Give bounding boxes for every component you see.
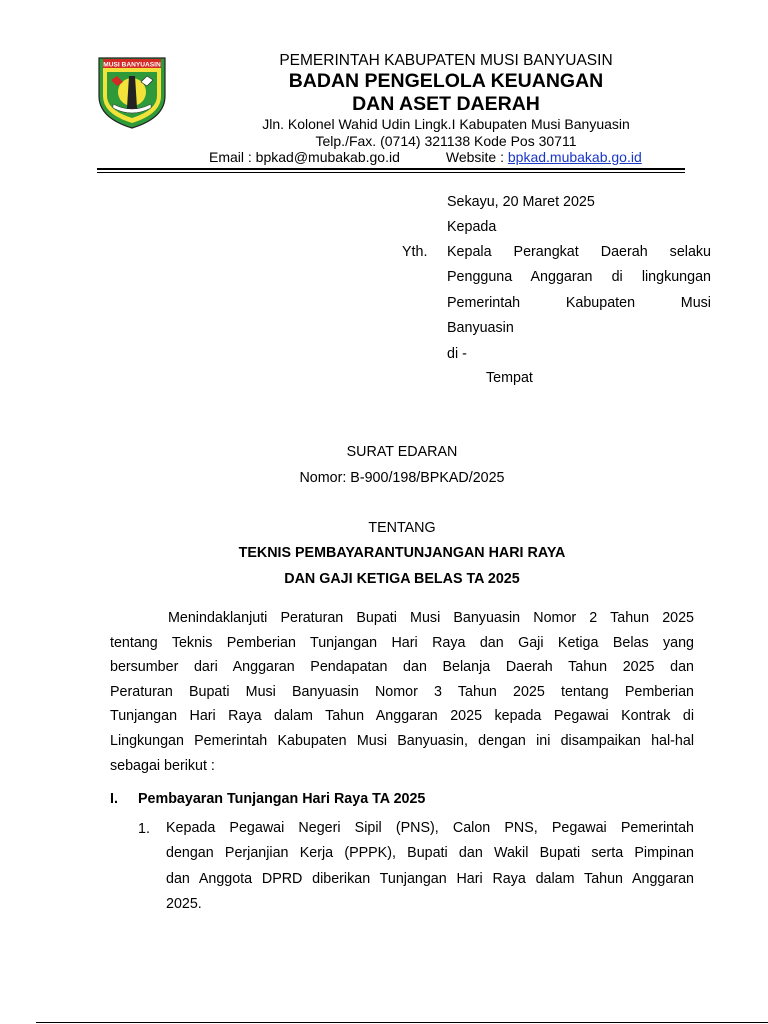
item-text [166,816,694,917]
recipient-line: Pemerintah Kabupaten Musi [447,295,711,311]
paragraph-line: tentang Teknis Pemberian Tunjangan Hari Raya dan Gaji Ketiga Belas yang [110,634,694,651]
letterhead-phone: Telp./Fax. (0714) 321138 Kode Pos 30711 [315,133,577,149]
recipient-line: Kepala Perangkat Daerah selaku [447,244,711,260]
intro-paragraph [110,606,694,778]
item-line: Kepada Pegawai Negeri Sipil (PNS), Calon PNS, Pegawai Pemerintah [166,820,694,836]
letterhead-government: PEMERINTAH KABUPATEN MUSI BANYUASIN [279,52,613,69]
item-number: 1. [138,821,150,837]
document-number: Nomor: B-900/198/BPKAD/2025 [299,470,505,486]
subject-line1: TEKNIS PEMBAYARANTUNJANGAN HARI RAYA [238,545,566,561]
logo-text: MUSI BANYUASIN [103,61,161,69]
item-line: 2025. [166,895,202,912]
recipient-line: Banyuasin [447,320,514,336]
paragraph-line: Peraturan Bupati Musi Banyuasin Nomor 3 Tahun 2025 tentang Pemberian [110,683,694,700]
subject-line2: DAN GAJI KETIGA BELAS TA 2025 [284,571,520,587]
paragraph-line: Menindaklanjuti Peraturan Bupati Musi Banyuasin Nomor 2 Tahun 2025 [168,610,694,626]
item-line: dan Anggota DPRD diberikan Tunjangan Hari Raya dalam Tahun Anggaran [166,870,694,887]
paragraph-line: bersumber dari Anggaran Pendapatan dan Belanja Daerah Tahun 2025 dan [110,659,694,676]
letterhead-contact [209,149,642,165]
letter-date: Sekayu, 20 Maret 2025 [447,194,595,210]
page-bottom-rule [36,1022,768,1023]
about-label: TENTANG [368,520,436,536]
recipient-to: Kepada [447,219,497,235]
section-number: I. [110,791,118,807]
letterhead-agency-line1: BADAN PENGELOLA KEUANGAN [288,70,604,92]
recipient-di: di - [447,346,467,362]
recipient-place: Tempat [486,370,533,386]
letterhead-website-label: Website : [445,149,508,165]
paragraph-line: sebagai berikut : [110,757,215,774]
letterhead-agency-line2: DAN ASET DAERAH [352,93,540,115]
letterhead-rule-thin [97,172,685,173]
letterhead-address: Jln. Kolonel Wahid Udin Lingk.I Kabupaten Musi Banyuasin [262,116,630,132]
letterhead-email: Email : bpkad@mubakab.go.id [209,149,400,165]
letterhead-rule [97,168,685,170]
paragraph-line: Tunjangan Hari Raya dalam Tahun Anggaran 2025 kepada Pegawai Kontrak di [110,708,694,725]
paragraph-line: Lingkungan Pemerintah Kabupaten Musi Banyuasin, dengan ini disampaikan hal-hal [110,732,694,749]
recipient-honorific: Yth. [402,244,428,260]
website-link[interactable]: bpkad.mubakab.go.id [507,149,642,165]
item-line: dengan Perjanjian Kerja (PPPK), Bupati dan Wakil Bupati serta Pimpinan [166,845,694,862]
document-type: SURAT EDARAN [346,444,458,460]
recipient-line: Pengguna Anggaran di lingkungan [447,269,711,285]
section-heading: Pembayaran Tunjangan Hari Raya TA 2025 [138,791,426,807]
